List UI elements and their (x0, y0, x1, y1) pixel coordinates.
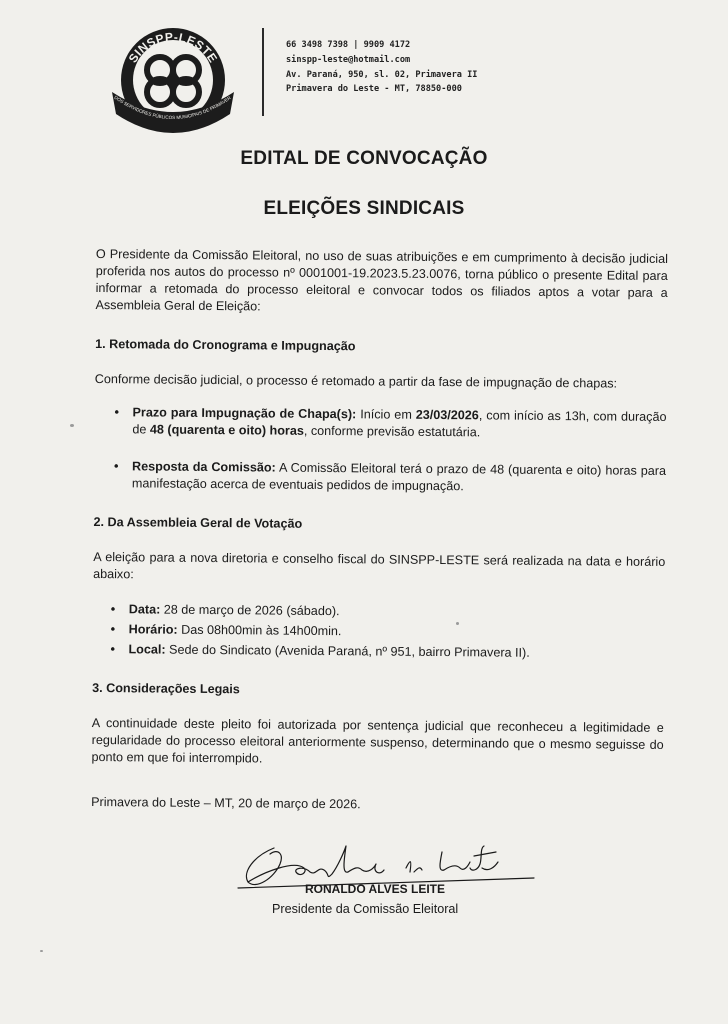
signer-role: Presidente da Comissão Eleitoral (272, 902, 459, 916)
intro-paragraph: O Presidente da Comissão Eleitoral, no uso de suas atribuições e em cumprimento à decisão judicial proferida nos autos do processo nº 0001001-19.2023.5.23.0076, torna público o presente Edital para informar a retomada do processo eleitoral e convocar todos os filiados aptos a votar para a Assembleia Geral de Eleição: (95, 246, 668, 314)
paper-speck (456, 622, 459, 625)
section1-list (94, 404, 667, 497)
paper-speck (40, 950, 43, 952)
signer-name: RONALDO ALVES LEITE (305, 882, 446, 896)
list-item: • Prazo para Impugnação de Chapa(s): Início em 23/03/2026, com início as 13h, com duração de 48 (quarenta e oito) horas, conforme previsão estatutária. (94, 404, 666, 443)
list-item: • Data: 28 de março de 2026 (sábado). (93, 601, 665, 623)
section2-lead: A eleição para a nova diretoria e conselho fiscal do SINSPP-LESTE será realizada na data e horário abaixo: (93, 549, 666, 582)
document-subtitle: ELEIÇÕES SINDICAIS (263, 198, 465, 219)
contact-address-line2: Primavera do Leste - MT, 78850-000 (286, 84, 462, 95)
contact-phone: 66 3498 7398 | 9909 4172 (286, 40, 411, 50)
svg-text:SINSPP-LESTE: SINSPP-LESTE (125, 29, 221, 66)
list-item: • Local: Sede do Sindicato (Avenida Paraná, nº 951, bairro Primavera II). (92, 641, 664, 663)
place-date: Primavera do Leste – MT, 20 de março de 2026. (91, 794, 361, 812)
document-title: EDITAL DE CONVOCAÇÃO (240, 148, 488, 169)
section3-text: A continuidade deste pleito foi autorizada por sentença judicial que reconheceu a legitimidade e regularidade do processo eleitoral anteriormente suspenso, determinando que o mesmo seguisse do ponto em que foi interrompido. (91, 715, 664, 766)
section2-heading: 2. Da Assembleia Geral de Votação (93, 514, 303, 531)
paper-speck (70, 424, 74, 427)
logo-subtext: DOS SERVIDORES PÚBLICOS MUNICIPAIS DE PRIMAVER (113, 94, 232, 121)
list-item: • Horário: Das 08h00min às 14h00min. (93, 621, 665, 643)
section2-list (92, 601, 664, 663)
signature-text: Ronaldo A. Leite (234, 838, 242, 839)
section1-lead: Conforme decisão judicial, o processo é retomado a partir da fase de impugnação de chapas: (94, 371, 618, 391)
document-body (91, 246, 668, 816)
contact-email: sinspp-leste@hotmail.com (286, 54, 411, 65)
section3-heading: 3. Considerações Legais (92, 680, 240, 697)
header-divider (262, 28, 264, 116)
contact-block (286, 38, 477, 97)
section1-heading: 1. Retomada do Cronograma e Impugnação (95, 336, 356, 354)
contact-address-line1: Av. Paraná, 950, sl. 02, Primavera II (286, 69, 478, 80)
list-item: • Resposta da Comissão: A Comissão Eleitoral terá o prazo de 48 (quarenta e oito) horas para manifestação acerca de eventuais pedidos de impugnação. (94, 458, 666, 497)
sinspp-leste-logo (108, 22, 238, 138)
